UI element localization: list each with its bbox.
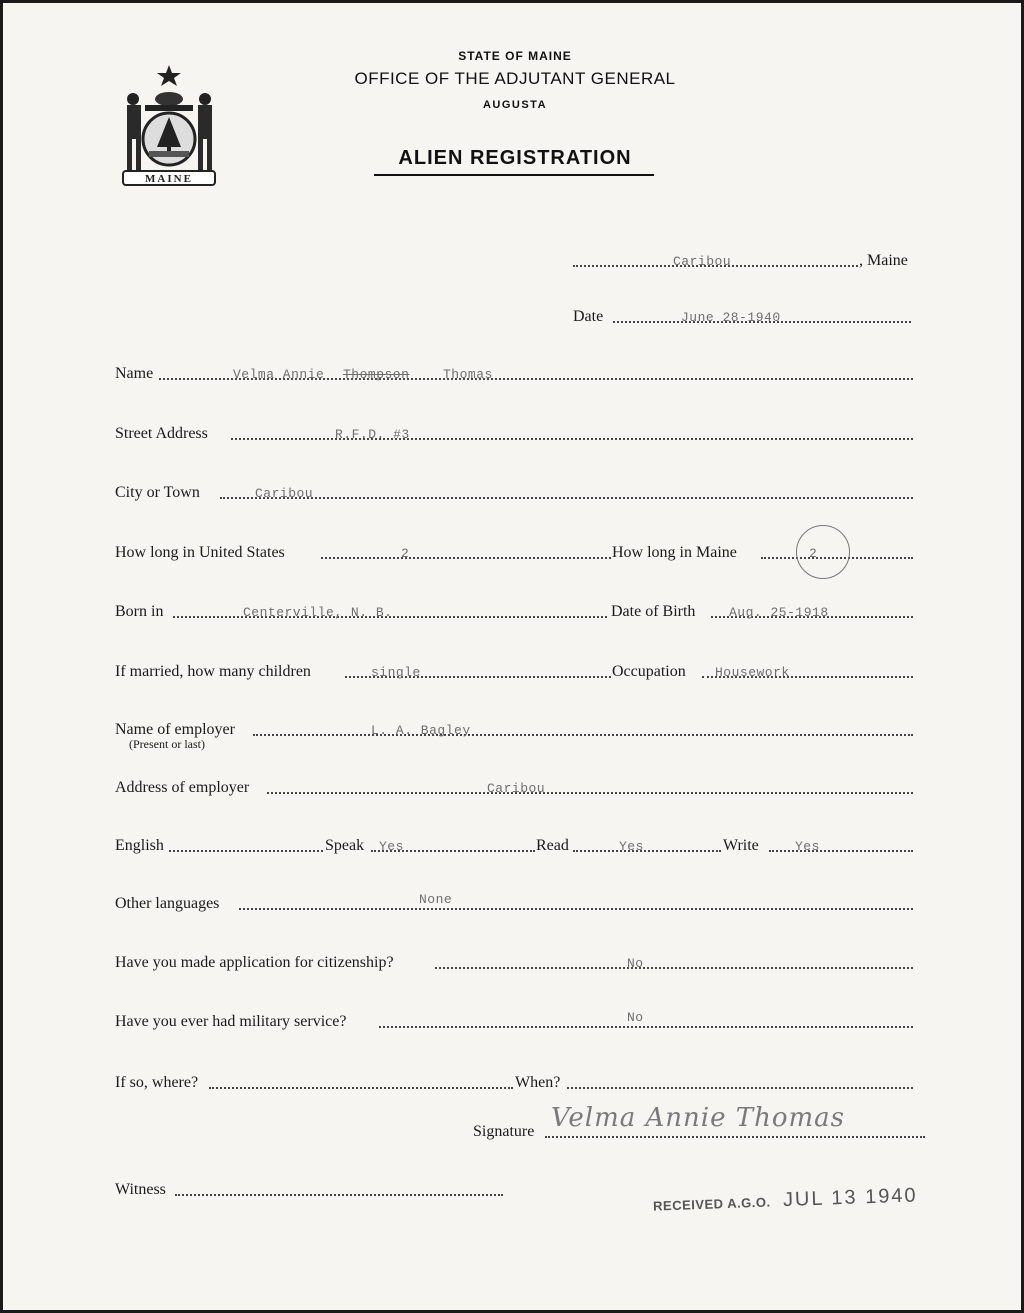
city-label: City or Town [115, 484, 200, 501]
signature-label: Signature [473, 1123, 535, 1140]
town-suffix: , Maine [859, 252, 908, 269]
us-duration-value: 2 [401, 546, 410, 561]
born-in-label: Born in [115, 603, 164, 620]
alien-registration-form [3, 3, 1021, 1310]
english-label: English [115, 837, 164, 854]
date-label: Date [573, 308, 604, 325]
city-value: Caribou [255, 486, 314, 501]
maine-duration-label: How long in Maine [612, 544, 737, 561]
employer-address-row [115, 775, 915, 797]
other-languages-row [115, 891, 915, 913]
read-label: Read [536, 837, 569, 854]
children-label: If married, how many children [115, 663, 311, 680]
military-label: Have you ever had military service? [115, 1013, 347, 1030]
street-label: Street Address [115, 425, 208, 442]
title-underline [374, 174, 654, 176]
dob-value: Aug. 25-1918 [729, 605, 829, 620]
children-row [115, 659, 915, 681]
citizenship-row [115, 950, 915, 972]
maine-duration-value: 2 [809, 546, 818, 561]
citizenship-value: No [627, 956, 644, 971]
stamp-date-text: JUL 13 1940 [782, 1184, 918, 1212]
employer-address-value: Caribou [487, 781, 546, 796]
town-row [573, 248, 923, 270]
employer-address-label: Address of employer [115, 779, 250, 796]
other-languages-value: None [419, 892, 453, 907]
write-value: Yes [795, 839, 820, 854]
birth-row [115, 599, 915, 621]
received-date-stamp [653, 1184, 918, 1216]
employer-value: L. A. Bagley [371, 723, 471, 738]
handwritten-signature: Velma Annie Thomas [551, 1103, 845, 1133]
citizenship-label: Have you made application for citizenship? [115, 954, 394, 971]
where-label: If so, where? [115, 1074, 199, 1091]
name-row [115, 361, 915, 383]
name-label: Name [115, 365, 154, 382]
employer-sublabel: (Present or last) [129, 737, 205, 751]
date-row [573, 304, 913, 326]
witness-label: Witness [115, 1181, 166, 1198]
name-struck-value: Thompson [343, 367, 410, 382]
children-value: single [371, 665, 421, 680]
date-value: June 28-1940 [681, 310, 781, 325]
speak-value: Yes [379, 839, 404, 854]
form-title: ALIEN REGISTRATION [398, 147, 632, 169]
occupation-value: Housework [715, 665, 790, 680]
state-heading: STATE OF MAINE [458, 49, 572, 63]
name-value-surname: Thomas [443, 367, 493, 382]
write-label: Write [723, 837, 759, 854]
read-value: Yes [619, 839, 644, 854]
born-in-value: Centerville, N. B. [243, 605, 393, 620]
seal-banner-text: MAINE [145, 173, 193, 185]
service-where-row [115, 1070, 915, 1092]
pencil-circle-mark [796, 525, 850, 579]
witness-row [115, 1177, 515, 1199]
employer-row [115, 717, 915, 751]
occupation-label: Occupation [612, 663, 686, 680]
street-row [115, 421, 915, 443]
city-row [115, 480, 915, 502]
duration-row [115, 540, 915, 562]
when-label: When? [515, 1074, 561, 1091]
stamp-received-text: RECEIVED A.G.O. [652, 1194, 771, 1214]
english-row [115, 833, 915, 855]
street-value: R.F.D. #3 [335, 427, 410, 442]
military-row [115, 1009, 915, 1031]
city-heading: AUGUSTA [482, 99, 548, 111]
town-value: Caribou [673, 254, 732, 269]
employer-label: Name of employer [115, 721, 235, 738]
speak-label: Speak [325, 837, 365, 854]
us-duration-label: How long in United States [115, 544, 285, 561]
dob-label: Date of Birth [611, 603, 696, 620]
name-value: Velma Annie [233, 367, 325, 382]
office-heading: OFFICE OF THE ADJUTANT GENERAL [354, 69, 676, 88]
military-value: No [627, 1010, 644, 1025]
other-languages-label: Other languages [115, 895, 220, 912]
